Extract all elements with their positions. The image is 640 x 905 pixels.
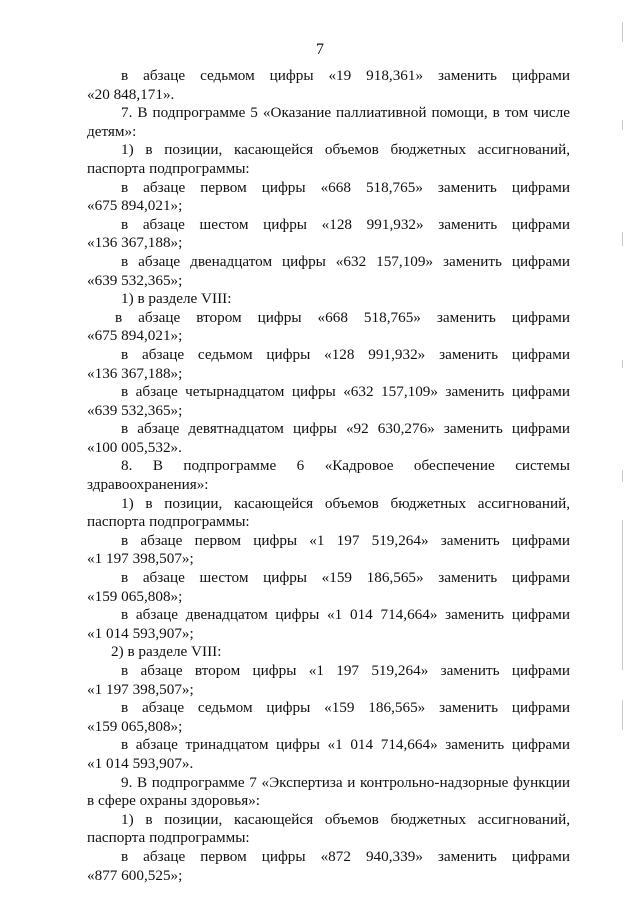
text-line: 1) в позиции, касающейся объемов бюджетных ассигнований, — [121, 810, 570, 828]
text-line: в абзаце втором цифры «1 197 519,264» заменить цифрами — [121, 662, 570, 679]
text-line: в абзаце первом цифры «872 940,339» заменить цифрами — [121, 847, 570, 865]
text-line: «1 197 398,507»; — [87, 550, 194, 568]
text-line: в абзаце тринадцатом цифры «1 014 714,664» заменить цифрами — [121, 736, 570, 754]
text-line: «639 532,365»; — [87, 271, 183, 289]
scan-margin-marks — [620, 0, 626, 905]
text-line: в абзаце девятнадцатом цифры «92 630,276» заменить цифрами — [121, 420, 570, 438]
text-line: в абзаце шестом цифры «159 186,565» заменить цифрами — [121, 569, 570, 587]
text-line: в абзаце седьмом цифры «159 186,565» заменить цифрами — [121, 699, 570, 717]
text-line: 7. В подпрограмме 5 «Оказание паллиативной помощи, в том числе — [121, 104, 570, 122]
text-line: здравоохранения»: — [87, 476, 209, 494]
text-line: в абзаце двенадцатом цифры «632 157,109» заменить цифрами — [121, 252, 570, 270]
text-line: «639 532,365»; — [87, 401, 183, 419]
text-line: «136 367,188»; — [87, 234, 183, 252]
text-line: «159 065,808»; — [87, 717, 183, 735]
text-line: 1) в позиции, касающейся объемов бюджетных ассигнований, — [121, 141, 570, 159]
text-line: «1 014 593,907». — [87, 754, 194, 772]
page-number: 7 — [316, 41, 324, 58]
text-line: «675 894,021»; — [87, 197, 183, 215]
text-line: 2) в разделе VIII: — [111, 643, 222, 661]
text-line: «1 197 398,507»; — [87, 680, 194, 698]
text-line: «675 894,021»; — [87, 327, 183, 345]
text-line: в абзаце двенадцатом цифры «1 014 714,664» заменить цифрами — [121, 606, 570, 624]
text-line: в абзаце четырнадцатом цифры «632 157,109» заменить цифрами — [121, 383, 570, 401]
text-line: 1) в разделе VIII: — [121, 290, 232, 308]
text-line: паспорта подпрограммы: — [87, 159, 250, 177]
text-line: «100 005,532». — [87, 438, 182, 456]
text-line: «877 600,525»; — [87, 866, 183, 884]
text-line: в абзаце седьмом цифры «128 991,932» заменить цифрами — [121, 345, 570, 363]
text-line: в абзаце первом цифры «1 197 519,264» заменить цифрами — [121, 531, 570, 549]
document-body — [87, 67, 570, 885]
text-line: в абзаце седьмом цифры «19 918,361» заменить цифрами — [121, 67, 570, 84]
text-line: «159 065,808»; — [87, 587, 183, 605]
text-line: в абзаце шестом цифры «128 991,932» заменить цифрами — [121, 215, 570, 233]
text-line: 9. В подпрограмме 7 «Экспертиза и контрольно-надзорные функции — [121, 773, 570, 791]
text-line: «136 367,188»; — [87, 364, 183, 382]
text-line: «1 014 593,907»; — [87, 624, 194, 642]
text-line: 8. В подпрограмме 6 «Кадровое обеспечение системы — [121, 457, 570, 475]
text-line: 1) в позиции, касающейся объемов бюджетных ассигнований, — [121, 494, 570, 512]
text-line: паспорта подпрограммы: — [87, 513, 250, 531]
text-line: паспорта подпрограммы: — [87, 829, 250, 847]
text-line: в сфере охраны здоровья»: — [87, 792, 261, 810]
text-line: «20 848,171». — [87, 85, 175, 103]
text-line: детям»: — [87, 122, 137, 140]
text-line: в абзаце первом цифры «668 518,765» заменить цифрами — [121, 178, 570, 196]
text-line: в абзаце втором цифры «668 518,765» заменить цифрами — [115, 308, 570, 326]
